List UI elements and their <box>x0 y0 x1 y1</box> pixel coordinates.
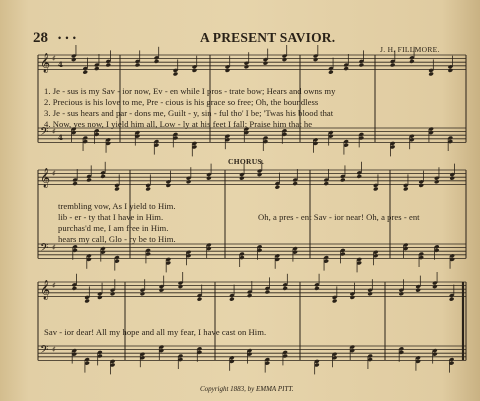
note-head <box>359 63 365 68</box>
note-head <box>135 63 141 68</box>
note-head <box>86 178 92 183</box>
note-head <box>145 187 151 192</box>
note-head <box>399 291 405 296</box>
note-head <box>178 284 184 289</box>
verse-2: 2. Precious is his love to me, Pre - cious is his grace so free; Oh, the boundless <box>44 97 319 107</box>
note-head <box>229 297 235 302</box>
note-head <box>328 70 334 75</box>
note-head <box>432 284 438 289</box>
note-head <box>418 183 424 188</box>
note-head <box>72 181 78 186</box>
note-head <box>332 299 338 304</box>
note-head <box>350 295 356 300</box>
chorus-refrain-line: Oh, a pres - ent Sav - ior near! Oh, a pres - ent <box>258 212 420 222</box>
note-head <box>373 187 379 192</box>
chorus-line-3: purchas'd me, I am free in Him. <box>58 223 169 233</box>
sharp-icon: ♯ <box>52 169 56 178</box>
note-head <box>94 66 100 71</box>
sharp-icon: ♯ <box>52 54 56 63</box>
note-head <box>409 59 415 64</box>
note-head <box>140 291 146 296</box>
bass-clef-icon: 𝄢 <box>40 242 49 257</box>
sharp-icon: ♯ <box>52 243 56 252</box>
note-head <box>428 72 434 77</box>
note-head <box>313 57 319 62</box>
page-marks: • • • <box>58 33 77 43</box>
note-head <box>340 178 346 183</box>
note-head <box>159 288 165 293</box>
verse-1: 1. Je - sus is my Sav - ior now, Ev - en while I pros - trate bow; Hears and owns my <box>44 86 336 96</box>
note-head <box>449 297 455 302</box>
copyright-notice: Copyright 1883, by EMMA PITT. <box>200 385 294 393</box>
sharp-icon: ♯ <box>52 281 56 290</box>
composer-credit: J. H. FILLMORE. <box>380 45 440 54</box>
note-head <box>225 68 231 73</box>
note-head <box>197 297 203 302</box>
note-head <box>110 291 116 296</box>
note-head <box>367 291 373 296</box>
note-head <box>154 59 160 64</box>
note-head <box>403 187 409 192</box>
note-head <box>275 185 281 190</box>
note-head <box>356 174 362 179</box>
note-head <box>448 68 454 73</box>
note-head <box>323 181 329 186</box>
note-head <box>97 295 103 300</box>
verse-3: 3. Je - sus hears and par - dons me, Guilt - y, sin - ful tho' I be; 'Twas his blood that <box>44 108 334 118</box>
note-head <box>263 61 269 66</box>
note-head <box>247 293 253 298</box>
note-head <box>186 179 192 184</box>
note-head <box>343 66 349 71</box>
treble-clef-icon: 𝄞 <box>40 168 51 188</box>
note-head <box>173 72 179 77</box>
note-head <box>449 176 455 181</box>
bass-clef-icon: 𝄢 <box>40 344 49 359</box>
page-number: 28 <box>33 30 48 46</box>
note-head <box>192 68 198 73</box>
chorus-line-4: hears my call, Glo - ry be to Him. <box>58 234 176 244</box>
chorus-line-2: lib - er - ty that I have in Him. <box>58 212 164 222</box>
note-head <box>206 176 212 181</box>
note-head <box>292 181 298 186</box>
note-head <box>100 174 106 179</box>
note-head <box>72 286 78 291</box>
hymn-title: A PRESENT SAVIOR. <box>200 30 336 45</box>
note-head <box>105 63 111 68</box>
note-head <box>314 286 320 291</box>
note-head <box>434 179 440 184</box>
sharp-icon: ♯ <box>52 345 56 354</box>
time-signature: 4 <box>58 133 63 142</box>
note-head <box>257 172 263 177</box>
note-head <box>84 299 90 304</box>
chorus-label: CHORUS. <box>228 157 265 166</box>
note-head <box>282 57 288 62</box>
treble-clef-icon: 𝄞 <box>40 53 51 73</box>
treble-clef-icon: 𝄞 <box>40 280 51 300</box>
note-head <box>114 187 120 192</box>
note-head <box>244 64 250 69</box>
note-head <box>239 176 245 181</box>
chorus-line-1: trembling vow, As I yield to Him. <box>58 201 176 211</box>
time-signature: 4 <box>58 60 63 69</box>
note-head <box>265 290 271 295</box>
final-lyric-line: Sav - ior dear! All my hope and all my fear, I have cast on Him. <box>44 327 267 337</box>
sharp-icon: ♯ <box>52 127 56 136</box>
note-head <box>415 288 421 293</box>
note-head <box>390 63 396 68</box>
note-head <box>71 57 77 62</box>
note-head <box>82 70 88 75</box>
bass-clef-icon: 𝄢 <box>40 126 49 141</box>
note-head <box>282 286 288 291</box>
verse-4: 4. Now, yes now, I yield him all, Low - ly at his feet I fall; Praise him that he <box>44 119 313 129</box>
note-head <box>166 183 172 188</box>
